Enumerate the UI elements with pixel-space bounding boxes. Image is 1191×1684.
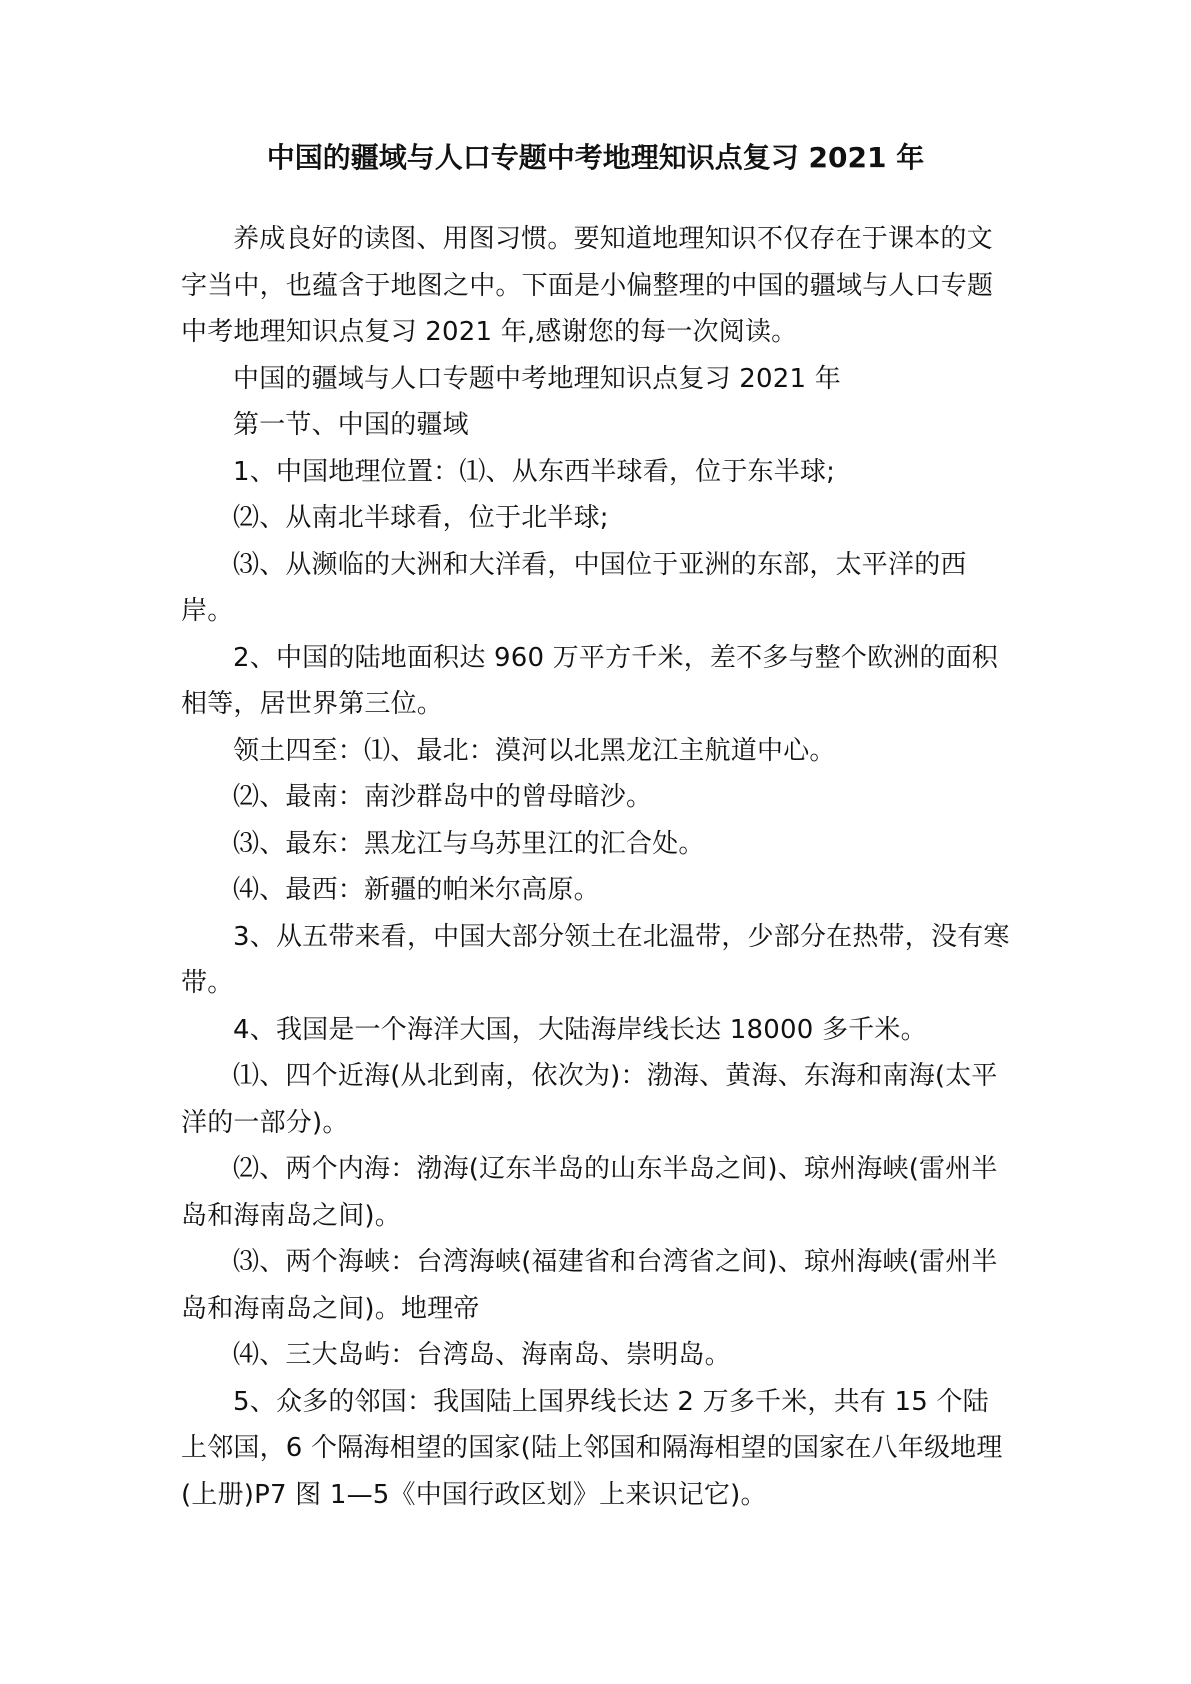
section-heading: 第一节、中国的疆域 [233, 410, 469, 440]
paragraph: 2、中国的陆地面积达 960 万平方千米，差不多与整个欧洲的面积相等，居世界第三位。 [181, 642, 999, 719]
paragraph: ⑴、四个近海(从北到南，依次为)：渤海、黄海、东海和南海(太平洋的一部分)。 [181, 1061, 998, 1138]
paragraph: ⑶、最东：黑龙江与乌苏里江的汇合处。 [233, 828, 705, 859]
document-body [181, 216, 1015, 1518]
paragraph: 4、我国是一个海洋大国，大陆海岸线长达 18000 多千米。 [233, 1014, 927, 1045]
paragraph: ⑶、两个海峡：台湾海峡(福建省和台湾省之间)、琼州海峡(雷州半岛和海南岛之间)。地理帝 [181, 1247, 998, 1324]
paragraph: ⑵、最南：南沙群岛中的曾母暗沙。 [233, 782, 653, 812]
paragraph: 1、中国地理位置：⑴、从东西半球看，位于东半球; [233, 456, 836, 487]
paragraph: 领土四至：⑴、最北：漠河以北黑龙江主航道中心。 [233, 735, 836, 766]
paragraph: ⑷、三大岛屿：台湾岛、海南岛、崇明岛。 [233, 1340, 731, 1370]
paragraph: ⑵、从南北半球看，位于北半球; [233, 503, 609, 533]
paragraph: ⑶、从濒临的大洲和大洋看，中国位于亚洲的东部，太平洋的西岸。 [181, 549, 967, 626]
paragraph: ⑷、最西：新疆的帕米尔高原。 [233, 875, 600, 905]
paragraph: ⑵、两个内海：渤海(辽东半岛的山东半岛之间)、琼州海峡(雷州半岛和海南岛之间)。 [181, 1154, 998, 1231]
paragraph: 养成良好的读图、用图习惯。要知道地理知识不仅存在于课本的文字当中，也蕴含于地图之中。下面是小偏整理的中国的疆域与人口专题中考地理知识点复习 2021 年,感谢您的每一次阅读。 [181, 224, 994, 347]
page-title: 中国的疆域与人口专题中考地理知识点复习 2021 年 [266, 141, 925, 174]
paragraph: 中国的疆域与人口专题中考地理知识点复习 2021 年 [233, 363, 841, 394]
paragraph: 5、众多的邻国：我国陆上国界线长达 2 万多千米，共有 15 个陆上邻国，6 个隔海相望的国家(陆上邻国和隔海相望的国家在八年级地理(上册)P7 图 1—5《中国行政区划》上来识记它)。 [181, 1386, 1003, 1510]
paragraph: 3、从五带来看，中国大部分领土在北温带，少部分在热带，没有寒带。 [181, 921, 1010, 998]
